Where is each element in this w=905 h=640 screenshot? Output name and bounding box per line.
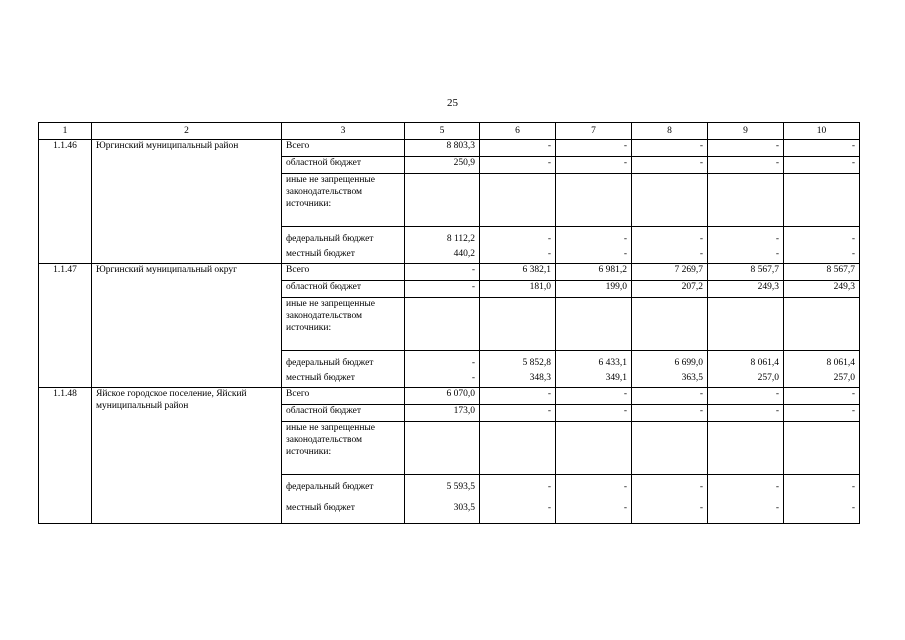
table-row: [39, 388, 860, 405]
value-cell: [708, 174, 784, 227]
value-cell: 5 593,5: [405, 475, 480, 494]
value-cell: 207,2: [632, 281, 708, 298]
municipality-name: Юргинский муниципальный округ: [92, 264, 282, 388]
value-cell: -: [480, 493, 556, 524]
value-cell: -: [784, 475, 860, 494]
value-cell: 6 433,1: [556, 351, 632, 370]
value-cell: [784, 298, 860, 351]
value-cell: -: [480, 140, 556, 157]
column-header: 1: [39, 123, 92, 140]
table-body: [39, 140, 860, 524]
budget-source-label: Всего: [282, 388, 405, 405]
value-cell: -: [632, 140, 708, 157]
value-cell: 8 567,7: [784, 264, 860, 281]
value-cell: 6 699,0: [632, 351, 708, 370]
budget-table: [38, 122, 860, 524]
value-cell: 257,0: [784, 369, 860, 388]
budget-source-label: местный бюджет: [282, 245, 405, 264]
value-cell: [480, 298, 556, 351]
budget-source-label: федеральный бюджет: [282, 475, 405, 494]
municipality-name: Юргинский муниципальный район: [92, 140, 282, 264]
value-cell: -: [784, 388, 860, 405]
value-cell: -: [632, 388, 708, 405]
value-cell: [480, 174, 556, 227]
value-cell: 181,0: [480, 281, 556, 298]
value-cell: [556, 298, 632, 351]
value-cell: 8 803,3: [405, 140, 480, 157]
column-header: 5: [405, 123, 480, 140]
table-row: [39, 140, 860, 157]
item-code: 1.1.48: [39, 388, 92, 524]
budget-source-label: местный бюджет: [282, 493, 405, 524]
value-cell: -: [708, 245, 784, 264]
budget-source-label: областной бюджет: [282, 281, 405, 298]
budget-source-label: иные не запрещенные законодательством источники:: [282, 174, 405, 227]
value-cell: 5 852,8: [480, 351, 556, 370]
column-header: 8: [632, 123, 708, 140]
value-cell: -: [784, 157, 860, 174]
value-cell: 348,3: [480, 369, 556, 388]
value-cell: -: [556, 493, 632, 524]
value-cell: -: [708, 140, 784, 157]
column-header: 2: [92, 123, 282, 140]
budget-source-label: областной бюджет: [282, 157, 405, 174]
value-cell: [556, 174, 632, 227]
value-cell: -: [405, 264, 480, 281]
value-cell: [632, 174, 708, 227]
value-cell: 363,5: [632, 369, 708, 388]
value-cell: -: [632, 245, 708, 264]
value-cell: -: [708, 405, 784, 422]
value-cell: 8 061,4: [784, 351, 860, 370]
column-header: 10: [784, 123, 860, 140]
value-cell: [556, 422, 632, 475]
value-cell: 7 269,7: [632, 264, 708, 281]
column-header: 9: [708, 123, 784, 140]
value-cell: -: [784, 493, 860, 524]
municipality-name: Яйское городское поселение, Яйский муниципальный район: [92, 388, 282, 524]
value-cell: 249,3: [784, 281, 860, 298]
value-cell: [708, 422, 784, 475]
value-cell: 8 567,7: [708, 264, 784, 281]
value-cell: 8 061,4: [708, 351, 784, 370]
value-cell: 6 070,0: [405, 388, 480, 405]
value-cell: -: [556, 388, 632, 405]
table-row: [39, 264, 860, 281]
value-cell: -: [632, 493, 708, 524]
value-cell: -: [632, 227, 708, 246]
budget-source-label: Всего: [282, 264, 405, 281]
value-cell: -: [556, 227, 632, 246]
value-cell: -: [480, 245, 556, 264]
value-cell: [632, 422, 708, 475]
value-cell: 250,9: [405, 157, 480, 174]
column-header: 6: [480, 123, 556, 140]
value-cell: -: [708, 388, 784, 405]
value-cell: -: [480, 388, 556, 405]
value-cell: 349,1: [556, 369, 632, 388]
budget-source-label: иные не запрещенные законодательством источники:: [282, 422, 405, 475]
value-cell: -: [784, 405, 860, 422]
budget-source-label: местный бюджет: [282, 369, 405, 388]
value-cell: 173,0: [405, 405, 480, 422]
value-cell: 303,5: [405, 493, 480, 524]
column-header: 3: [282, 123, 405, 140]
value-cell: -: [405, 369, 480, 388]
value-cell: -: [480, 475, 556, 494]
value-cell: [480, 422, 556, 475]
header-row: [39, 123, 860, 140]
value-cell: 6 382,1: [480, 264, 556, 281]
value-cell: -: [708, 493, 784, 524]
value-cell: 440,2: [405, 245, 480, 264]
value-cell: 257,0: [708, 369, 784, 388]
value-cell: 249,3: [708, 281, 784, 298]
value-cell: 199,0: [556, 281, 632, 298]
value-cell: -: [556, 245, 632, 264]
value-cell: [632, 298, 708, 351]
value-cell: -: [480, 405, 556, 422]
budget-source-label: Всего: [282, 140, 405, 157]
value-cell: -: [784, 227, 860, 246]
item-code: 1.1.46: [39, 140, 92, 264]
value-cell: [405, 422, 480, 475]
budget-source-label: федеральный бюджет: [282, 351, 405, 370]
value-cell: [405, 174, 480, 227]
value-cell: 6 981,2: [556, 264, 632, 281]
value-cell: -: [632, 475, 708, 494]
column-header: 7: [556, 123, 632, 140]
value-cell: -: [708, 227, 784, 246]
page-number: 25: [447, 97, 458, 109]
value-cell: -: [556, 475, 632, 494]
value-cell: -: [708, 475, 784, 494]
value-cell: [784, 422, 860, 475]
value-cell: -: [556, 140, 632, 157]
value-cell: -: [405, 281, 480, 298]
value-cell: [405, 298, 480, 351]
budget-source-label: федеральный бюджет: [282, 227, 405, 246]
value-cell: -: [632, 157, 708, 174]
value-cell: [784, 174, 860, 227]
value-cell: -: [480, 227, 556, 246]
value-cell: [708, 298, 784, 351]
value-cell: -: [405, 351, 480, 370]
value-cell: -: [632, 405, 708, 422]
value-cell: -: [556, 157, 632, 174]
value-cell: -: [784, 140, 860, 157]
value-cell: -: [480, 157, 556, 174]
value-cell: -: [708, 157, 784, 174]
budget-source-label: областной бюджет: [282, 405, 405, 422]
value-cell: 8 112,2: [405, 227, 480, 246]
item-code: 1.1.47: [39, 264, 92, 388]
value-cell: -: [556, 405, 632, 422]
budget-source-label: иные не запрещенные законодательством источники:: [282, 298, 405, 351]
value-cell: -: [784, 245, 860, 264]
